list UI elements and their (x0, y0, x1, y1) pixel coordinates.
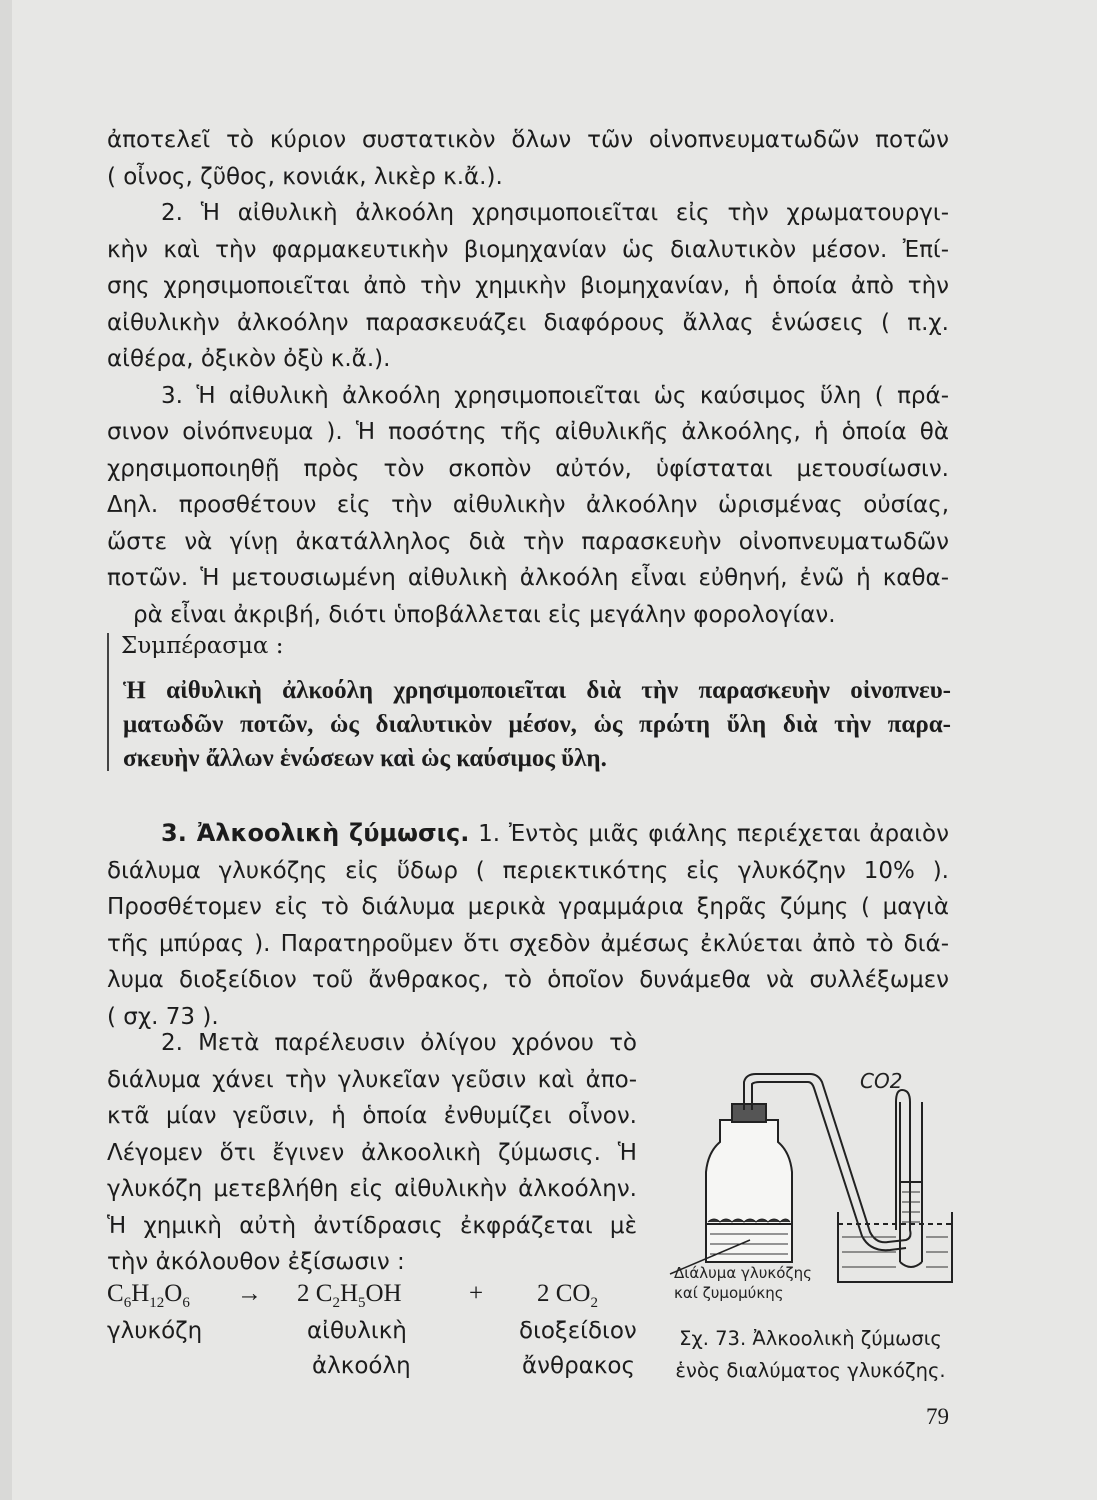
text-line: διάλυμα γλυκόζης εἰς ὕδωρ ( περιεκτικότης εἰς γλυκόζην 10% ). (107, 857, 949, 884)
text-line: 3. Ἡ αἰθυλικὴ ἀλκοόλη χρησιμοποιεῖται ὡς καύσιμος ὕλη ( πρά- (161, 382, 949, 409)
conclusion-line: ματωδῶν ποτῶν, ὡς διαλυτικὸν μέσον, ὡς πρώτη ὕλη διὰ τὴν παρα- (123, 711, 951, 738)
text-line: διάλυμα χάνει τὴν γλυκεῖαν γεῦσιν καὶ ἀπο- (107, 1066, 637, 1093)
text-line: Ἡ χημικὴ αὐτὴ ἀντίδρασις ἐκφράζεται μὲ (107, 1212, 637, 1239)
text-line: Προσθέτομεν εἰς τὸ διάλυμα μερικὰ γραμμάρια ξηρᾶς ζύμης ( μαγιὰ (107, 894, 949, 920)
equation-product-ethanol: 2 $C_2H_5OH$ (297, 1280, 402, 1311)
co2-name-2: ἄνθρακος (522, 1353, 635, 1379)
solution-label-1: Διάλυμα γλυκόζης (674, 1264, 812, 1282)
text-line: αἰθέρα, ὀξικὸν ὀξὺ κ.ἄ.). (107, 346, 391, 372)
section-first-line-text: 1. Ἐντὸς μιᾶς φιάλης περιέχεται ἀραιὸν (469, 821, 949, 847)
text-line: 2. Μετὰ παρέλευσιν ὀλίγου χρόνου τὸ (161, 1030, 637, 1056)
section-heading: 3. Ἀλκοολικὴ ζύμωσις. (161, 819, 470, 847)
text-line: τὴν ἀκόλουθον ἐξίσωσιν : (107, 1249, 405, 1275)
text-line: ὥστε νὰ γίνῃ ἀκατάλληλος διὰ τὴν παρασκευὴν οἰνοπνευματωδῶν (107, 528, 949, 555)
stopper (732, 1104, 766, 1122)
text-line: γλυκόζη μετεβλήθη εἰς αἰθυλικὴν ἀλκοόλην. (107, 1176, 637, 1202)
fermentation-apparatus-figure (660, 1062, 960, 1302)
ethanol-name-2: ἀλκοόλη (312, 1353, 411, 1379)
section-first-line (107, 815, 949, 853)
body-text-top (107, 122, 949, 633)
text-line: 2. Ἡ αἰθυλικὴ ἀλκοόλη χρησιμοποιεῖται εἰς τὴν χρωματουργι- (161, 200, 949, 226)
text-line: κὴν καὶ τὴν φαρμακευτικὴν βιομηχανίαν ὡς διαλυτικὸν μέσον. Ἐπί- (107, 236, 949, 263)
section-alcoholic-fermentation (107, 815, 949, 1035)
text-line: τῆς μπύρας ). Παρατηροῦμεν ὅτι σχεδὸν ἀμέσως ἐκλύεται ἀπὸ τὸ διά- (107, 930, 949, 957)
paragraph-fermentation-result (107, 1025, 637, 1281)
text-line: κτᾶ μίαν γεῦσιν, ἡ ὁποία ἐνθυμίζει οἶνον. (107, 1103, 637, 1129)
text-line: σης χρησιμοποιεῖται ἀπὸ τὴν χημικὴν βιομηχανίαν, ἡ ὁποία ἀπὸ τὴν (107, 273, 949, 299)
text-line: ( σχ. 73 ). (107, 1003, 219, 1030)
conclusion-title: Συμπέρασμα : (121, 633, 284, 659)
conclusion-line: σκευὴν ἄλλων ἑνώσεων καὶ ὡς καύσιμος ὕλη. (123, 745, 607, 772)
conclusion-line: Ἡ αἰθυλικὴ ἀλκοόλη χρησιμοποιεῖται διὰ τὴν παρασκευὴν οἰνοπνευ- (123, 677, 951, 704)
text-line: ρὰ εἶναι ἀκριβή, διότι ὑποβάλλεται εἰς μεγάλην φορολογίαν. (133, 601, 836, 628)
chemical-equation (107, 1280, 647, 1390)
co2-name-1: διοξείδιον (519, 1318, 637, 1344)
reactant-name: γλυκόζη (107, 1318, 203, 1344)
equation-reactant: $C_6H_{12}O_6$ (107, 1280, 190, 1311)
conclusion-body (123, 674, 951, 776)
text-line: χρησιμοποιηθῇ πρὸς τὸν σκοπὸν αὐτόν, ὑφίσταται μετουσίωσιν. (107, 455, 949, 482)
co2-label: CO2 (860, 1069, 903, 1093)
text-line: σινον οἰνόπνευμα ). Ἡ ποσότης τῆς αἰθυλικῆς ἀλκοόλης, ἡ ὁποία θὰ (107, 419, 949, 445)
figure-caption (668, 1323, 953, 1387)
text-line: αἰθυλικὴν ἀλκοόλην παρασκευάζει διαφόρους ἄλλας ἑνώσεις ( π.χ. (107, 309, 949, 336)
equation-arrow: → (237, 1280, 262, 1307)
text-line: Λέγομεν ὅτι ἔγινεν ἀλκοολικὴ ζύμωσις. Ἡ (107, 1139, 637, 1166)
solution-label-2: καί ζυμομύκης (674, 1284, 784, 1302)
ethanol-name-1: αἰθυλικὴ (307, 1318, 407, 1344)
text-line: λυμα διοξείδιον τοῦ ἄνθρακος, τὸ ὁποῖον δυνάμεθα νὰ συλλέξωμεν (107, 967, 949, 993)
equation-product-co2: 2 $CO_2$ (537, 1280, 598, 1311)
text-line: Δηλ. προσθέτουν εἰς τὴν αἰθυλικὴν ἀλκοόλην ὡρισμένας οὐσίας, (107, 492, 949, 518)
conclusion-box (107, 633, 951, 771)
caption-line: ἑνὸς διαλύματος γλυκόζης. (675, 1359, 946, 1382)
equation-plus: + (469, 1280, 484, 1307)
text-line: ( οἶνος, ζῦθος, κονιάκ, λικὲρ κ.ἄ.). (107, 163, 503, 190)
text-line: ποτῶν. Ἡ μετουσιωμένη αἰθυλικὴ ἀλκοόλη εἶναι εὐθηνή, ἐνῶ ἡ καθα- (107, 565, 949, 591)
page-edge-shadow (0, 0, 12, 1500)
caption-line: Σχ. 73. Ἀλκοολικὴ ζύμωσις (679, 1327, 942, 1350)
text-line: ἀποτελεῖ τὸ κύριον συστατικὸν ὅλων τῶν οἰνοπνευματωδῶν ποτῶν (107, 127, 949, 153)
page-number: 79 (926, 1404, 949, 1429)
